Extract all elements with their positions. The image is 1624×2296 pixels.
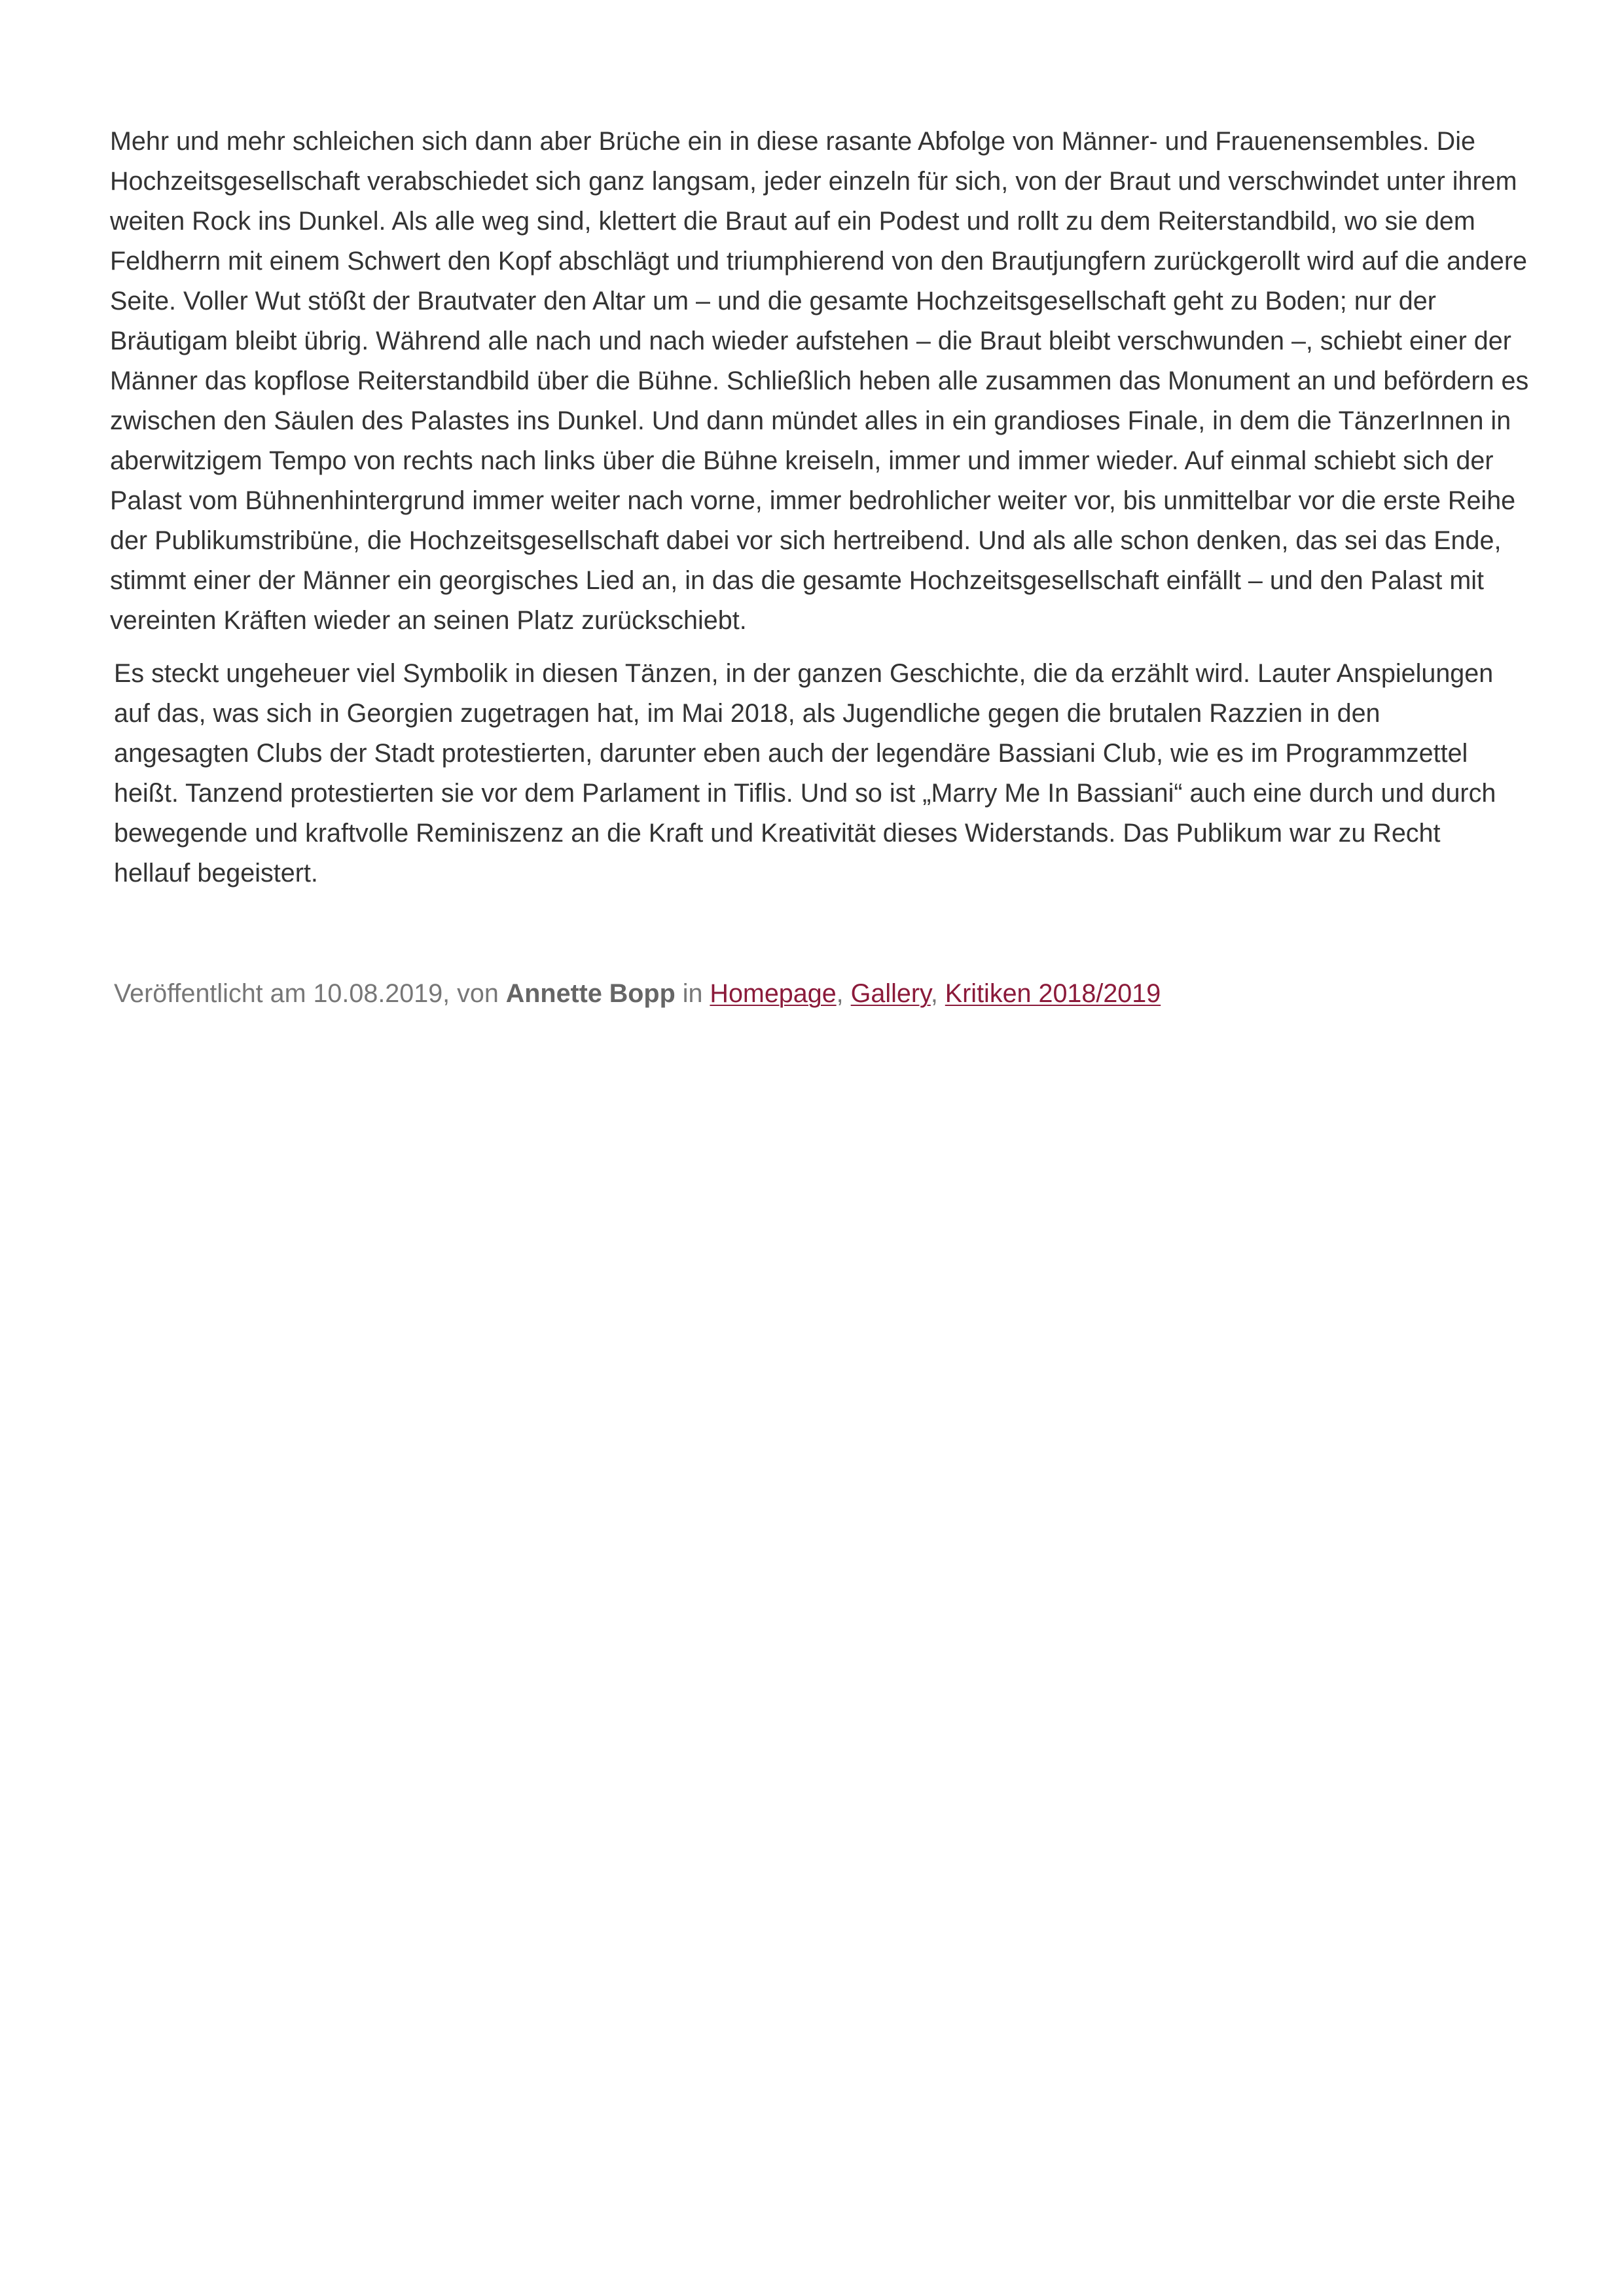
author-name: Annette Bopp — [505, 979, 676, 1008]
category-link-kritiken[interactable]: Kritiken 2018/2019 — [945, 979, 1161, 1008]
in-label: in — [682, 979, 703, 1008]
published-date-text: Veröffentlicht am 10.08.2019, von — [114, 979, 499, 1008]
category-separator: , — [930, 979, 938, 1008]
article-body — [110, 122, 1537, 893]
category-link-gallery[interactable]: Gallery — [850, 979, 931, 1008]
article-paragraph-1: Mehr und mehr schleichen sich dann aber Brüche ein in diese rasante Abfolge von Männer- und Frauenensembles. Die Hochzeitsgesellschaft verabschiedet sich ganz langsam, jeder einzeln für sich, von der Braut und verschwindet unter ihrem weiten Rock ins Dunkel. Als alle weg sind, klettert die Braut auf ein Podest und rollt zu dem Reiterstandbild, wo sie dem Feldherrn mit einem Schwert den Kopf abschlägt und triumphierend von den Brautjungfern zurückgerollt wird auf die andere Seite. Voller Wut stößt der Brautvater den Altar um – und die gesamte Hochzeitsgesellschaft geht zu Boden; nur der Bräutigam bleibt übrig. Während alle nach und nach wieder aufstehen – die Braut bleibt verschwunden –, schiebt einer der Männer das kopflose Reiterstandbild über die Bühne. Schließlich heben alle zusammen das Monument an und befördern es zwischen den Säulen des Palastes ins Dunkel. Und dann mündet alles in ein grandioses Finale, in dem die TänzerInnen in aberwitzigem Tempo von rechts nach links über die Bühne kreiseln, immer und immer wieder. Auf einmal schiebt sich der Palast vom Bühnenhintergrund immer weiter nach vorne, immer bedrohlicher weiter vor, bis unmittelbar vor die erste Reihe der Publikumstribüne, die Hochzeitsgesellschaft dabei vor sich hertreibend. Und als alle schon denken, das sei das Ende, stimmt einer der Männer ein georgisches Lied an, in das die gesamte Hochzeitsgesellschaft einfällt – und den Palast mit vereinten Kräften wieder an seinen Platz zurückschiebt. — [110, 127, 1529, 635]
post-meta — [114, 974, 1554, 1014]
category-link-homepage[interactable]: Homepage — [710, 979, 837, 1008]
category-separator: , — [836, 979, 844, 1008]
article-paragraph-2: Es steckt ungeheuer viel Symbolik in diesen Tänzen, in der ganzen Geschichte, die da erzählt wird. Lauter Anspielungen auf das, was sich in Georgien zugetragen hat, im Mai 2018, als Jugendliche gegen die brutalen Razzien in den angesagten Clubs der Stadt protestierten, darunter eben auch der legendäre Bassiani Club, wie es im Programmzettel heißt. Tanzend protestierten sie vor dem Parlament in Tiflis. Und so ist „Marry Me In Bassiani“ auch eine durch und durch bewegende und kraftvolle Reminiszenz an die Kraft und Kreativität dieses Widerstands. Das Publikum war zu Recht hellauf begeistert. — [114, 659, 1496, 888]
